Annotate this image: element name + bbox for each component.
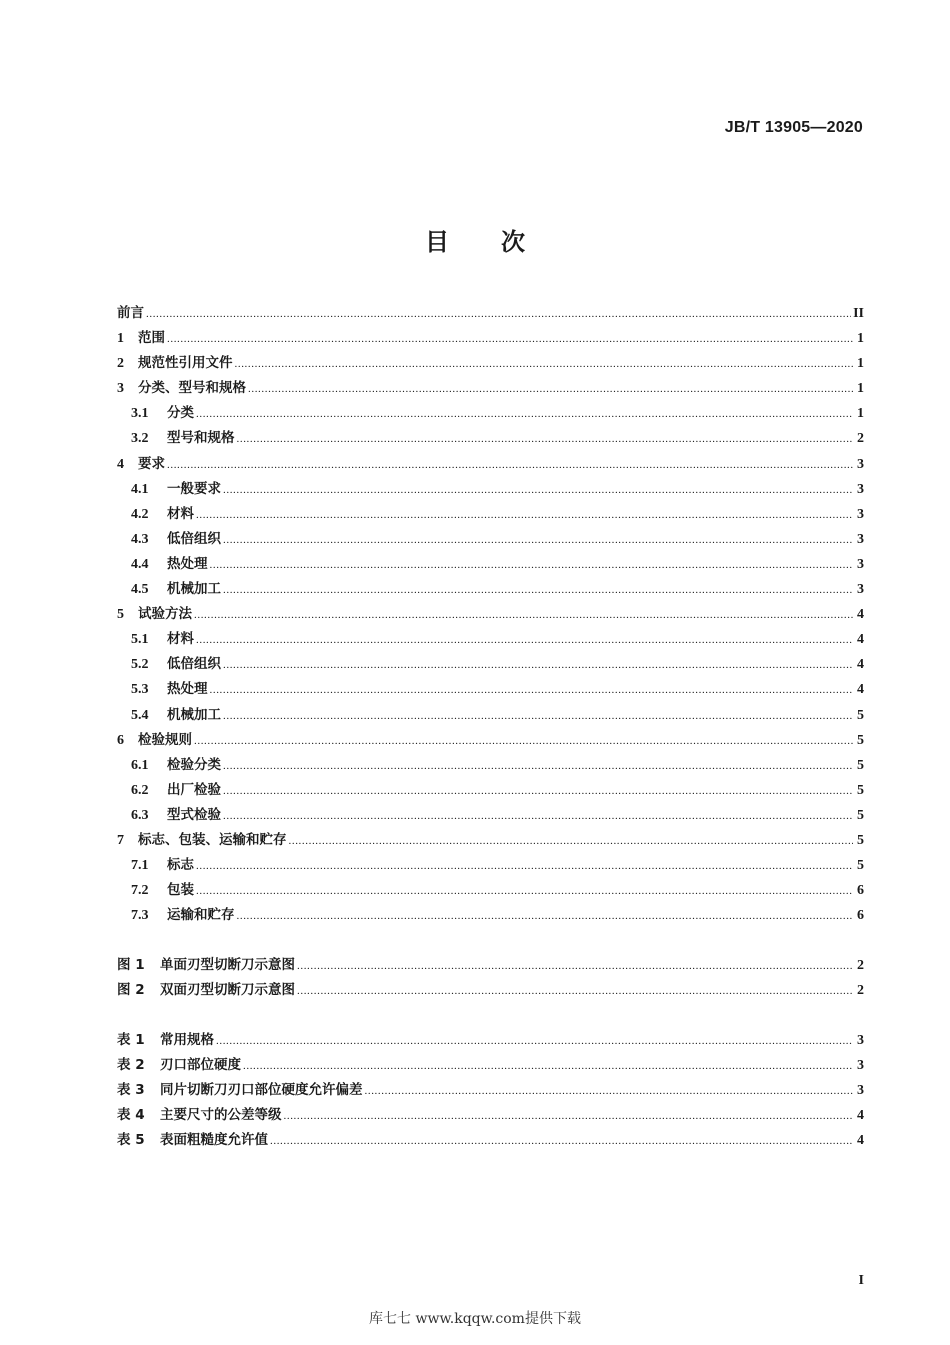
toc-entry-page: 3 (857, 582, 864, 598)
toc-entry-number: 4.1 (131, 481, 149, 497)
toc-entry-4-5[interactable] (117, 577, 864, 602)
leader-dots (223, 478, 853, 503)
toc-entry-label: 一般要求 (167, 480, 221, 497)
toc-entry-page: 3 (857, 506, 864, 522)
section-spacer (117, 928, 864, 953)
toc-entry-number: 7.2 (131, 883, 149, 899)
table-number: 表 4 (117, 1106, 145, 1123)
leader-dots (223, 653, 853, 678)
toc-entry-label: 低倍组织 (167, 530, 221, 547)
toc-entry-foreword[interactable] (117, 301, 864, 326)
page-title (0, 222, 950, 257)
toc-entry-4-1[interactable] (117, 477, 864, 502)
toc-entry-page: 1 (857, 406, 864, 422)
leader-dots (196, 854, 853, 879)
toc-entry-label: 型式检验 (167, 806, 221, 823)
toc-entry-page: 5 (857, 707, 864, 723)
leader-dots (196, 628, 853, 653)
figure-number: 图 2 (117, 981, 145, 998)
leader-dots (284, 1104, 854, 1129)
leader-dots (216, 1029, 853, 1054)
toc-entry-label: 分类、型号和规格 (138, 380, 246, 397)
table-page: 3 (857, 1057, 864, 1073)
toc-entry-number: 1 (117, 331, 124, 347)
figure-page: 2 (857, 982, 864, 998)
toc-entry-number: 3 (117, 381, 124, 397)
toc-entry-number: 4 (117, 456, 124, 472)
toc-entry-label: 范围 (138, 330, 165, 347)
toc-table-1[interactable] (117, 1028, 864, 1053)
toc-entry-number: 5.4 (131, 707, 149, 723)
toc-entry-7-3[interactable] (117, 903, 864, 928)
leader-dots (223, 704, 853, 729)
toc-entry-label: 要求 (138, 455, 165, 472)
toc-entry-number: 6.3 (131, 807, 149, 823)
toc-entry-6-1[interactable] (117, 753, 864, 778)
toc-entry-page: 1 (857, 356, 864, 372)
figure-label: 单面刃型切断刀示意图 (160, 956, 295, 973)
toc-entry-label: 机械加工 (167, 581, 221, 598)
toc-entry-label: 热处理 (167, 681, 208, 698)
toc-entry-number: 4.5 (131, 582, 149, 598)
toc-entry-number: 7.1 (131, 858, 149, 874)
toc-entry-label: 材料 (167, 505, 194, 522)
table-label: 表面粗糙度允许值 (160, 1131, 268, 1148)
leader-dots (210, 553, 854, 578)
table-page: 3 (857, 1082, 864, 1098)
toc-entry-label: 检验分类 (167, 756, 221, 773)
title-char-2: 次 (501, 228, 525, 256)
toc-table-3[interactable] (117, 1078, 864, 1103)
standard-code: JB/T 13905—2020 (724, 119, 863, 136)
toc-entry-number: 6 (117, 732, 124, 748)
toc-entry-number: 7.3 (131, 908, 149, 924)
table-of-contents (117, 301, 864, 1153)
toc-entry-page: 3 (857, 481, 864, 497)
leader-dots (223, 779, 853, 804)
leader-dots (270, 1129, 853, 1154)
toc-entry-label: 出厂检验 (167, 781, 221, 798)
toc-entry-label: 前言 (117, 305, 144, 321)
toc-entry-7[interactable] (117, 828, 864, 853)
toc-entry-number: 4.3 (131, 531, 149, 547)
toc-entry-4[interactable] (117, 452, 864, 477)
leader-dots (196, 503, 853, 528)
figure-label: 双面刃型切断刀示意图 (160, 981, 295, 998)
leader-dots (194, 729, 853, 754)
table-number: 表 5 (117, 1131, 145, 1148)
toc-figure-2[interactable] (117, 978, 864, 1003)
table-number: 表 3 (117, 1081, 145, 1098)
toc-table-4[interactable] (117, 1103, 864, 1128)
toc-entry-page: 4 (857, 657, 864, 673)
table-number: 表 1 (117, 1031, 145, 1048)
leader-dots (194, 603, 853, 628)
toc-entry-label: 检验规则 (138, 731, 192, 748)
toc-entry-1[interactable] (117, 326, 864, 351)
leader-dots (365, 1079, 854, 1104)
toc-entry-label: 热处理 (167, 555, 208, 572)
toc-entry-2[interactable] (117, 351, 864, 376)
toc-entry-number: 5.2 (131, 657, 149, 673)
table-page: 4 (857, 1132, 864, 1148)
leader-dots (210, 678, 854, 703)
toc-entry-7-2[interactable] (117, 878, 864, 903)
toc-entry-page: 1 (857, 331, 864, 347)
figure-page: 2 (857, 957, 864, 973)
toc-entry-label: 规范性引用文件 (138, 355, 233, 372)
toc-entry-page: 2 (857, 431, 864, 447)
toc-entry-label: 标志、包装、运输和贮存 (138, 831, 287, 848)
leader-dots (297, 979, 853, 1004)
toc-entry-6-3[interactable] (117, 803, 864, 828)
toc-entry-page: 5 (857, 757, 864, 773)
leader-dots (223, 804, 853, 829)
toc-entry-page: 1 (857, 381, 864, 397)
toc-entry-number: 7 (117, 832, 124, 848)
toc-entry-number: 4.4 (131, 556, 149, 572)
toc-entry-number: 5.3 (131, 682, 149, 698)
toc-entry-number: 6.2 (131, 782, 149, 798)
leader-dots (196, 879, 853, 904)
leader-dots (243, 1054, 853, 1079)
toc-entry-page: 4 (857, 632, 864, 648)
toc-entry-label: 低倍组织 (167, 656, 221, 673)
table-label: 常用规格 (160, 1031, 214, 1048)
toc-entry-3-1[interactable] (117, 401, 864, 426)
toc-entry-page: 5 (857, 732, 864, 748)
toc-entry-label: 机械加工 (167, 706, 221, 723)
leader-dots (167, 327, 853, 352)
leader-dots (289, 829, 854, 854)
toc-entry-page: II (853, 306, 864, 321)
toc-table-5[interactable] (117, 1128, 864, 1153)
title-char-1: 目 (425, 228, 449, 256)
toc-entry-label: 型号和规格 (167, 430, 235, 447)
toc-entry-3-2[interactable] (117, 426, 864, 451)
leader-dots (146, 302, 851, 327)
leader-dots (297, 954, 853, 979)
page-number: I (858, 1273, 864, 1288)
table-label: 刃口部位硬度 (160, 1056, 241, 1073)
toc-entry-label: 试验方法 (138, 606, 192, 623)
toc-entry-6-2[interactable] (117, 778, 864, 803)
toc-entry-page: 6 (857, 908, 864, 924)
section-spacer (117, 1003, 864, 1028)
toc-entry-3[interactable] (117, 376, 864, 401)
toc-entry-7-1[interactable] (117, 853, 864, 878)
toc-entry-page: 5 (857, 858, 864, 874)
toc-entry-number: 2 (117, 356, 124, 372)
toc-entry-page: 5 (857, 782, 864, 798)
toc-entry-label: 标志 (167, 857, 194, 874)
table-page: 3 (857, 1032, 864, 1048)
toc-entry-label: 包装 (167, 882, 194, 899)
toc-entry-4-4[interactable] (117, 552, 864, 577)
toc-entry-number: 3.2 (131, 431, 149, 447)
toc-entry-label: 运输和贮存 (167, 907, 235, 924)
toc-entry-4-3[interactable] (117, 527, 864, 552)
toc-entry-label: 分类 (167, 405, 194, 422)
leader-dots (237, 904, 854, 929)
toc-entry-label: 材料 (167, 631, 194, 648)
toc-entry-number: 5 (117, 607, 124, 623)
toc-entry-4-2[interactable] (117, 502, 864, 527)
toc-entry-number: 4.2 (131, 506, 149, 522)
toc-entry-number: 3.1 (131, 406, 149, 422)
toc-entry-page: 3 (857, 456, 864, 472)
toc-table-2[interactable] (117, 1053, 864, 1078)
toc-entry-number: 6.1 (131, 757, 149, 773)
toc-entry-page: 3 (857, 556, 864, 572)
leader-dots (223, 528, 853, 553)
leader-dots (237, 427, 854, 452)
figure-number: 图 1 (117, 956, 145, 973)
toc-entry-page: 5 (857, 807, 864, 823)
toc-entry-5-4[interactable] (117, 703, 864, 728)
download-note: 库七七 www.kqqw.com提供下载 (369, 1311, 581, 1327)
leader-dots (196, 402, 853, 427)
toc-entry-page: 6 (857, 883, 864, 899)
toc-entry-5[interactable] (117, 602, 864, 627)
table-number: 表 2 (117, 1056, 145, 1073)
toc-entry-5-3[interactable] (117, 677, 864, 702)
toc-entry-page: 4 (857, 607, 864, 623)
leader-dots (223, 754, 853, 779)
toc-entry-number: 5.1 (131, 632, 149, 648)
toc-figure-1[interactable] (117, 953, 864, 978)
leader-dots (235, 352, 854, 377)
toc-entry-5-1[interactable] (117, 627, 864, 652)
toc-entry-6[interactable] (117, 728, 864, 753)
table-label: 同片切断刀刃口部位硬度允许偏差 (160, 1081, 363, 1098)
toc-entry-5-2[interactable] (117, 652, 864, 677)
table-page: 4 (857, 1107, 864, 1123)
toc-entry-page: 3 (857, 531, 864, 547)
leader-dots (248, 377, 853, 402)
leader-dots (223, 578, 853, 603)
toc-entry-page: 5 (857, 832, 864, 848)
toc-entry-page: 4 (857, 682, 864, 698)
leader-dots (167, 453, 853, 478)
table-label: 主要尺寸的公差等级 (160, 1106, 282, 1123)
